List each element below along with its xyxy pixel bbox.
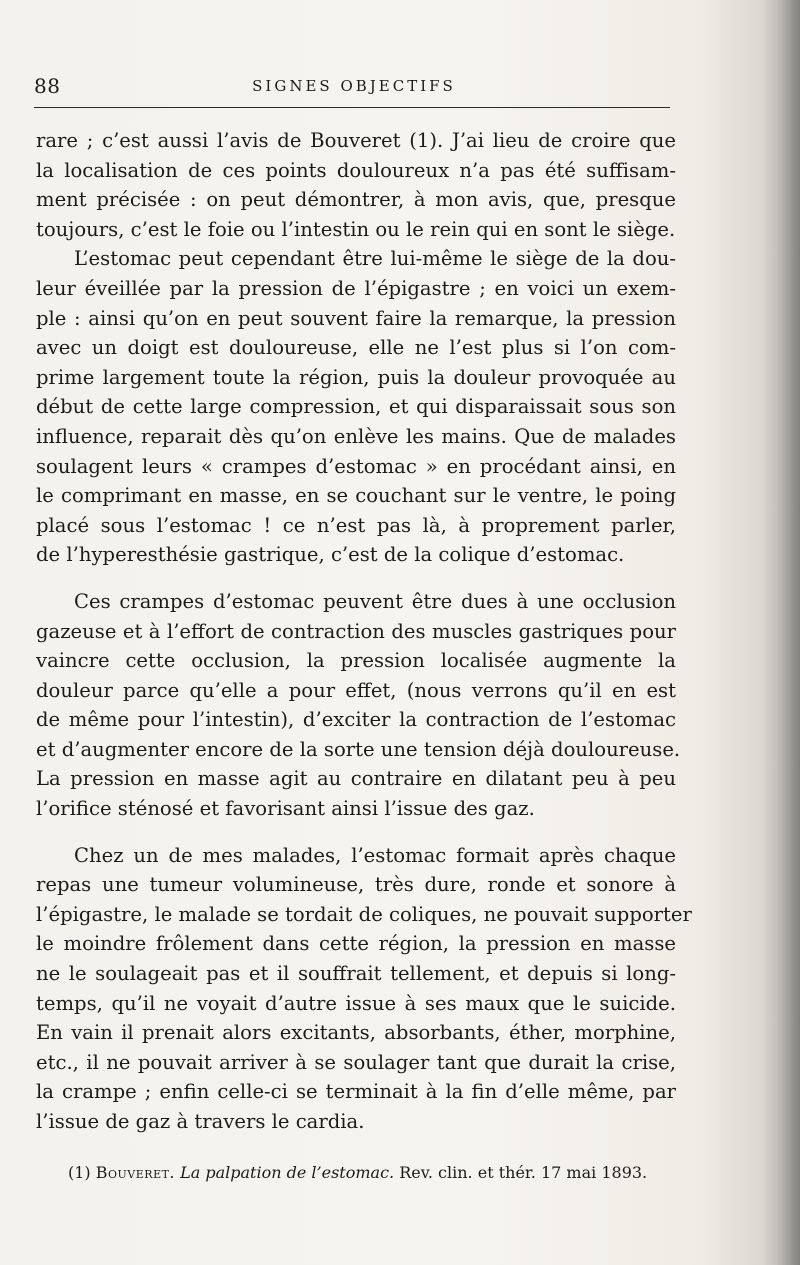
binding-shadow	[762, 0, 800, 1265]
text-line: temps, qu’il ne voyait d’autre issue à ses maux que le suicide.	[36, 991, 676, 1015]
header-rule	[34, 107, 670, 108]
text-line: toujours, c’est le foie ou l’intestin ou le rein qui en sont le siège.	[36, 217, 676, 241]
text-line: placé sous l’estomac ! ce n’est pas là, à proprement parler,	[36, 513, 676, 537]
text-line: de même pour l’intestin), d’exciter la contraction de l’estomac	[36, 708, 676, 732]
text-line: leur éveillée par la pression de l’épigastre ; en voici un exem-	[36, 276, 676, 300]
text-line: Ces crampes d’estomac peuvent être dues à une occlusion	[74, 589, 676, 613]
text-line: ment précisée : on peut démontrer, à mon avis, que, presque	[36, 188, 676, 212]
paragraph-4	[36, 841, 692, 1137]
text-line: la localisation de ces points douloureux n’a pas été suffisam-	[36, 158, 676, 182]
text-line: etc., il ne pouvait arriver à se soulager tant que durait la crise,	[36, 1050, 676, 1074]
page-number: 88	[34, 74, 61, 98]
footnote-author: Bouveret.	[95, 1163, 176, 1182]
text-line: vaincre cette occlusion, la pression localisée augmente la	[36, 649, 676, 673]
text-line: repas une tumeur volumineuse, très dure, ronde et sonore à	[36, 873, 676, 897]
running-title: SIGNES OBJECTIFS	[252, 77, 456, 95]
text-line: la crampe ; enfin celle-ci se terminait à la fin d’elle même, par	[36, 1080, 676, 1104]
text-line: Chez un de mes malades, l’estomac formait après chaque	[74, 843, 676, 867]
text-line: douleur parce qu’elle a pour effet, (nous verrons qu’il en est	[36, 678, 676, 702]
text-line: prime largement toute la région, puis la douleur provoquée au	[36, 365, 676, 389]
text-line: début de cette large compression, et qui disparaissait sous son	[36, 395, 676, 419]
footnote-reference: Rev. clin. et thér. 17 mai 1893.	[399, 1163, 648, 1182]
page-header	[34, 74, 674, 104]
paragraph-gap	[36, 570, 676, 587]
text-line: L’estomac peut cependant être lui-même le siège de la dou-	[74, 247, 676, 271]
text-line: soulagent leurs « crampes d’estomac » en procédant ainsi, en	[36, 454, 676, 478]
text-line: gazeuse et à l’effort de contraction des muscles gastriques pour	[36, 619, 676, 643]
text-line: influence, reparait dès qu’on enlève les mains. Que de malades	[36, 424, 676, 448]
text-line: l’issue de gaz à travers le cardia.	[36, 1110, 365, 1133]
text-line: le moindre frôlement dans cette région, la pression en masse	[36, 932, 676, 956]
text-line: ple : ainsi qu’on en peut souvent faire la remarque, la pression	[36, 306, 676, 330]
text-line: En vain il prenait alors excitants, absorbants, éther, morphine,	[36, 1021, 676, 1045]
footnote	[68, 1162, 678, 1184]
text-line: l’orifice sténosé et favorisant ainsi l’issue des gaz.	[36, 797, 535, 821]
text-line: l’épigastre, le malade se tordait de coliques, ne pouvait supporter	[36, 902, 692, 926]
text-line: et d’augmenter encore de la sorte une tension déjà douloureuse.	[36, 737, 681, 761]
paragraph-3	[36, 587, 681, 824]
footnote-marker: (1)	[68, 1163, 91, 1182]
footnote-title: La palpation de l’estomac.	[180, 1163, 395, 1182]
text-line: ne le soulageait pas et il souffrait tellement, et depuis si long-	[36, 962, 676, 986]
text-line: avec un doigt est douloureuse, elle ne l’est plus si l’on com-	[36, 336, 676, 360]
paragraph-2	[36, 244, 676, 570]
text-line: rare ; c’est aussi l’avis de Bouveret (1). J’ai lieu de croire que	[36, 129, 676, 152]
text-line: La pression en masse agit au contraire en dilatant peu à peu	[36, 767, 676, 791]
text-line: le comprimant en masse, en se couchant sur le ventre, le poing	[36, 484, 676, 508]
text-line: de l’hyperesthésie gastrique, c’est de la colique d’estomac.	[36, 543, 625, 567]
body-text	[36, 126, 692, 1137]
paragraph-1	[36, 126, 676, 244]
paragraph-gap	[36, 824, 676, 841]
